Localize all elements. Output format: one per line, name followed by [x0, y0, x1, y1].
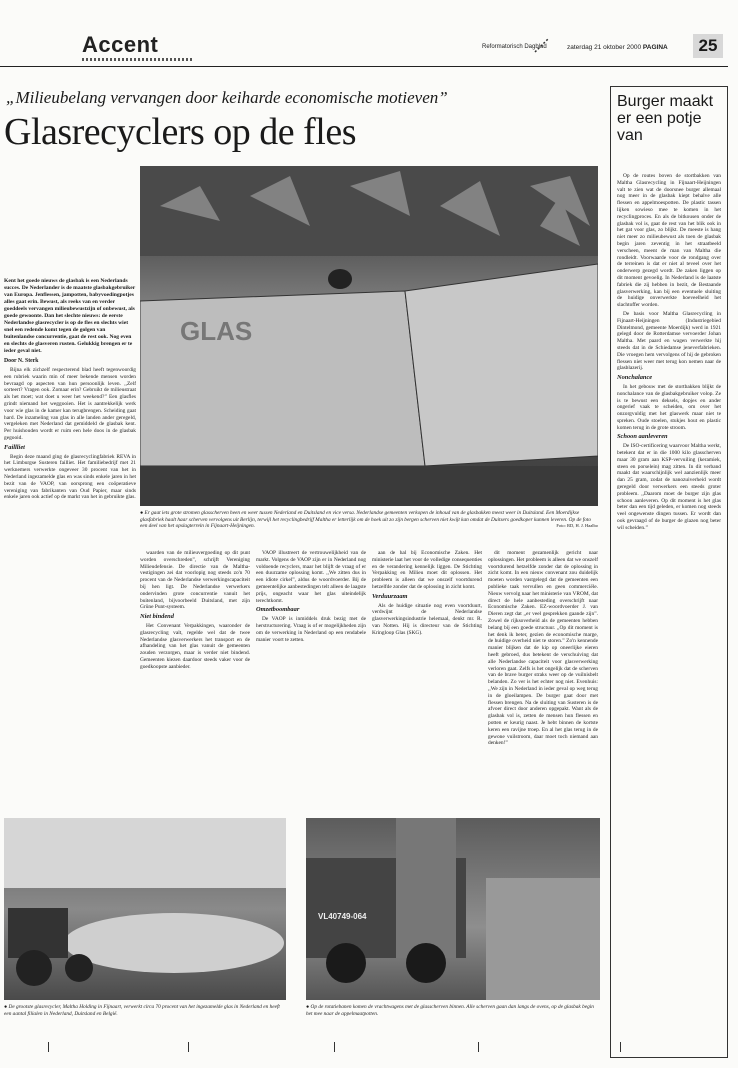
bottom-right-photo: [306, 818, 600, 1000]
subhead-niet-bindend: Niet bindend: [140, 613, 174, 621]
sidebar-title: Burger maakt er een potje van: [617, 93, 714, 144]
bottom-right-caption: ● Op de rotatiebanen komen de vrachtwagens met de glasscherven binnen. Alle scherven gaan dan langs de ovens, op de glasbak begin het mee naar de appelmaatpotten.: [306, 1004, 594, 1017]
subhead-nonchalance: Nonchalance: [617, 374, 653, 382]
subhead-omzet: Omzetboombaar: [256, 606, 300, 614]
subhead-verduurzaam: Verduurzaam: [372, 592, 408, 600]
page-number: 25: [693, 34, 723, 58]
caption-bullet-icon: ●: [140, 510, 144, 516]
article-column-5: dit moment gezamenlijk gericht naar oplossingen. Het probleem is alleen dat we onszelf voortdurend hetzelfde zonder dat de oplossing in zicht komt. In een nieuw convenant zou duidelijk moeten worden vastgelegd dat de gemeenten een publieke taak vervullen en geen commerciële. Nieuw vervolg naar het ministerie van VROM, dat direct de hele aanbesteding overschrijft naar Economische Zaken. EZ-woordvoerder J. van Dieren zegt dat ,,er veel gesprekken gaande zijn”. Zowel de rijksoverheid als de gemeenten hebben belang bij een goede structuur. ,,Op dit moment is het denk ik beter, gezien de economische marge, de huidige overheid niet te storen.” Zo'n kennende manier blijken dat de kip op oneerlijke eieren heeft gebroed, dus betekent de verschuiving dat alle Nederlandse capaciteit voor glasverwerking verloren gaat. Zelfs is het ongelijk dat de scherven van de brave burger straks weer op de vuilnisbelt belanden. Zo ver is het echter nog niet. Evenhuis: ,,We zijn in Nederland in ieder geval op weg terug in de gloeilampen. De burger gaat door met flessen brengen. Na de sluiting van Susteren is de afvoer direct door anderen opgepakt. Want als de glasbak vol is, zetten de mensen hun flessen en potten er keurig naast. Je hebt binnen de kortste keren een ravijne troep. En al het glas terug in de gewone vuilstroom, daar moet toch niemand aan denken!”: [488, 550, 598, 747]
bottom-left-caption: ● De grootste glasrecycler, Maltha Holding in Fijnaart, verwerkt circa 70 procent van het ingezamelde glas in Nederland en heeft een aantal filialen in Nederland, Duitsland en België.: [4, 1004, 280, 1017]
truck-image: [306, 818, 600, 1000]
article-column-3: VAOP illustreert de vertrouwelijkheid van de markt. Volgens de VAOP zijn er in Nederland nog voldoende recyclers, maar het blijft de vraag of er een duurzame oplossing komt. ,,We zitten dus in een idiote cirkel”, aldus de woordvoerder. Bij de gemeentelijke aanbestedingen telt alleen de laagste prijs, ongeacht waar het glas uiteindelijk terechtkomt. Omzetboombaar De VAOP is inmiddels druk bezig met de herstructurering. Vraag is of er mogelijkheden zijn om de verwerking in Nederland op een rendabele manier voort te zetten.: [256, 550, 366, 643]
bottom-left-photo: [4, 818, 286, 1000]
article-kicker: „Milieubelang vervangen door keiharde economische motieven”: [6, 88, 448, 107]
article-intro: Kent het goede nieuws de glasbak is een Nederlands succes. De Nederlander is de maatste glasbakgebruiker van Europa. Jenflessen, jampotten, babyvoedingpotjes alles gaat erin. Bewust, als reeks van en verder goeddeels vervangen milieubewustzijn of onbewust, als goede gewoonte. Dan het slechte nieuws: de eerste Nederlandse glasrecycler is op de fles en slechts wiet snel een redende komt tegen de golgen van buitenlandse concurrentie, gaat de rest ook. Nog even en slechts de glasveren rusten. Gelukkig brengen er te ieder geval niet.: [4, 278, 136, 354]
bin-sign-text: GLAS: [180, 316, 253, 346]
paper-date: zaterdag 21 oktober 2000 PAGINA: [567, 44, 668, 51]
caption-bullet-icon: ●: [4, 1004, 8, 1010]
slash-ornament-icon: [533, 36, 553, 54]
article-column-2: waarden van de milieuvergoeding op dit punt worden overschreden”, schrijft Vereniging Milieudefensie. De directie van de Maltha-vestigingen zei dat voorlopig nog steeds zo'n 70 procent van de Nederlandse verwerkingscapaciteit bij hen ligt. De Nederlandse verwerkers ondervinden grote concurrentie vanuit het buitenland, bijvoorbeeld Duitsland, met zijn Grüne Punt-systeem. Niet bindend Het Convenant Verpakkingen, waaronder de glasrecycling valt, regelde wel dat de twee Nederlandse glasverwerkers het transport en de afhandeling van het glas vanuit de gemeenten zouden verzorgen, maar is verder niet bindend. Gemeenten kiezen daardoor steeds vaker voor de goedkoopste aanbieder.: [140, 550, 250, 670]
loader-image: [4, 818, 286, 1000]
main-photo: [140, 166, 598, 506]
sidebar-article: [610, 86, 728, 1058]
main-photo-caption: ● Er gaat iets grote stromen glasscherven heen en weer tussen Nederland en Duitsland en vice versa. Nederlandse gemeenten verkopen de inhoud van de glasbakken meest weer in Duitsland. Een Moerdijkse glasfabriek haalt haar scherven vervolgens uit Berlijn, terwijl het recyclingbedrijf Maltha er letterlijk om de hoek uit zo zijn bergen scherven niet kwijt kan omdat de Duitsers goedkoper kunnen leveren. Op de foto een deel van het opslagterrein in Fijnaart-Heijningen. Foto: RD, H. J. Haalbo: [140, 510, 598, 530]
section-title: Accent: [82, 32, 159, 57]
section-rule: [82, 58, 192, 61]
byline: Door N. Sterk: [4, 358, 39, 364]
column-1-text: Bijna elk zichzelf respecterend blad heeft tegenwoordig een rubriek waarin min of meer bekende mensen worden bevraagd op aspecten van hun persoonlijk leven. ,,Zelf sorteert? Vragen ook. Zomaar erin? Gebruikt de milieustraat als het moet; wat doet u weer het weekend?” Een glasfles grindt niemand het weggooien. Het is aantrekkelijk werk voor wie glas in de kamer kan terugbrengen. Scheiding gaat hard. De inzameling van glas in alle landen ander geregeld, vergeleken met Nederland dat gemiddeld de glasbak kent. Per huishouden wordt er ruim een hele doos in de glasbak gegooid. Faillliet Begin deze maand ging de glasrecyclingfabriek REVA in het Limburgse Susteren failliet. Het familiebedrijf met 21 werknemers verwerkte ongeveer 30 procent van het in Nederland ingezamelde glas en was sinds enkele jaren in het bezit van de VAOP, van oorsprong een coöperatieve vereniging van fabrikanten van Oud Papier, maar sinds enkele jaren ook actief op de markt van het in gebruikte glas.: [4, 367, 136, 501]
photo-credit: Foto: RD, H. J. Haalbo: [556, 523, 598, 529]
paper-name: Reformatorisch Dagblad: [482, 44, 547, 50]
masthead: [0, 30, 728, 67]
caption-bullet-icon: ●: [306, 1004, 310, 1010]
subhead-schoon-aanleveren: Schoon aanleveren: [617, 433, 668, 441]
sidebar-text: Op de routes boven de stortbakken van Maltha Glasrecycling in Fijnaart-Heijningen valt te zien wat de doorsnee burger allemaal nog meer in de glasbak kiept behalve alle flessen en appelmoespotten. De plastic tassen lijken sowieso mee te komen in het recyclingproces. En als de bitkousen onder de glasbak vol is, gaat de rest van het blik ook in het gat voor glas, zo blijkt. De meeste is hang niet meer zo milieubewust als toen de glasbak begin jaren zeventig in het straatbeeld verscheen, meent de man van Maltha die rondleidt. Voorwaarde voor de rondgang over de terreinen is dat er niet al teveel over het onderwerp gezegd wordt. De zaken liggen op dit moment gevoelig. In Nederland is de laatste fabriek die zij hebben in bezit, de Bestaande glasverwerking, kan bij een eventuele sluiting de huidige onverwerkte hoeveelheid het slachtoffer worden. De basis voor Maltha Glasrecycling in Fijnaart-Heijningen (Industriegebied Dintelmond, gemeente Moerdijk) werd in 1921 gelegd door de Rotterdamse vervoerder Johan Maltha. Met paard en wagen verwerkte hij steeds dat in de Schiedamse jeneverfabrieken. Die vroegen hem vervolgens of hij de gebroken flessen niet weer met terug kon nemen naar de glasblazerij. Nonchalance In het gebouw met de stortbakken blijkt de nonchalance van de glasbakgebruiker volop. Ze is te bewust een deksels, dopjes en ander ongerief vaak te scheiden, om over het onzorgvuldig met het glaswerk maar niet te spreken. Oude stoelen, stukjes hout en plastic komen terug in de grote stroom. Schoon aanleveren De ISO-certificering waarvoor Maltha werkt, betekent dat er in die 1000 kilo glasscherven maar 30 gram aan KSP-vervuiling (keramiek, steen en porselein) mag zitten. In dit verband maakt dat waarschijnlijk wel aanzienlijk meer dan 25 gram, zodat de nanozuiverheid wordt geregeld door verwerkers een steeds groter probleem. ,,Daarom moet de burger zijn glas schoon aanleveren. Op dit moment is het glas beter dan een tijd geleden, er komen nog steeds veel ongewenste dingen tussen. Er wordt dan ook gevraagd of de burger de glazen nog beter wil scheiden.”: [617, 173, 721, 531]
subhead-failliet: Faillliet: [4, 443, 25, 451]
article-headline: Glasrecyclers op de fles: [4, 111, 357, 153]
article-column-1: [4, 278, 136, 808]
article-column-4: aan de hal bij Economische Zaken. Het ministerie laat het voor de volledige consequenties en de verandering kennelijk liggen. De Stichting Verpakking en Milieu moet dit oplossen. Het probleem is alleen dat we onszelf voortdurend hetzelfde zonder dat de oplossing in zicht komt. Verduurzaam Als de huidige situatie nog even voortduurt, verdwijnt de Nederlandse glasverwerkingsindustrie helemaal, denkt mr. R. van Notten. Hij is directeur van de Stichting Kringloop Glas (SKG).: [372, 550, 482, 636]
truck-plate: VL40749-064: [318, 912, 367, 921]
